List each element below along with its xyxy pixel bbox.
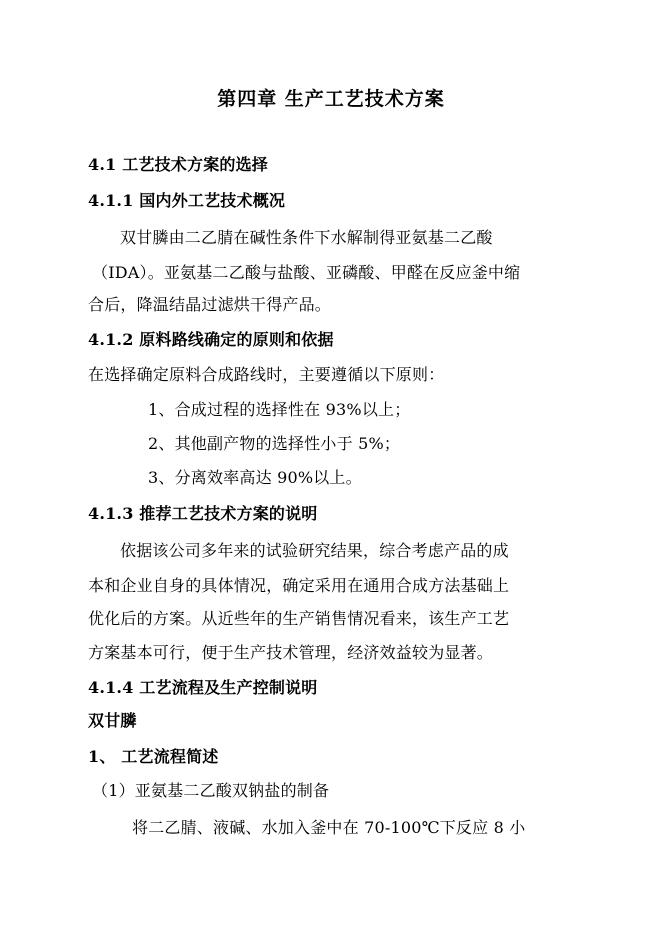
paragraph-line: 优化后的方案。从近些年的生产销售情况看来，该生产工艺: [88, 609, 510, 628]
paragraph-line: （IDA）。亚氨基二乙酸与盐酸、亚磷酸、甲醛在反应釜中缩: [92, 263, 521, 282]
paragraph-line: 将二乙腈、液碱、水加入釜中在 70-100℃下反应 8 小: [132, 818, 526, 837]
paragraph-line: 方案基本可行，便于生产技术管理，经济效益较为显著。: [88, 643, 494, 662]
section-heading-4-1-3: 4.1.3 推荐工艺技术方案的说明: [88, 504, 318, 523]
chapter-title: 第四章 生产工艺技术方案: [217, 88, 445, 110]
step-heading: 1、 工艺流程简述: [88, 747, 219, 766]
list-item: 3、分离效率高达 90%以上。: [148, 468, 362, 487]
paragraph-line: 在选择确定原料合成路线时，主要遵循以下原则：: [88, 365, 445, 384]
paragraph-line: 依据该公司多年来的试验研究结果，综合考虑产品的成: [120, 541, 509, 560]
paragraph-line: 本和企业自身的具体情况，确定采用在通用合成方法基础上: [88, 576, 510, 595]
sub-heading: （1）亚氨基二乙酸双钠盐的制备: [92, 781, 330, 800]
product-name: 双甘膦: [88, 711, 137, 730]
paragraph-line: 双甘膦由二乙腈在碱性条件下水解制得亚氨基二乙酸: [120, 228, 493, 247]
list-item: 1、合成过程的选择性在 93%以上；: [148, 400, 411, 419]
list-item: 2、其他副产物的选择性小于 5%；: [148, 434, 401, 453]
paragraph-line: 合后，降温结晶过滤烘干得产品。: [88, 295, 332, 314]
section-heading-4-1: 4.1 工艺技术方案的选择: [88, 155, 269, 174]
section-heading-4-1-4: 4.1.4 工艺流程及生产控制说明: [88, 678, 318, 697]
section-heading-4-1-1: 4.1.1 国内外工艺技术概况: [88, 191, 286, 210]
section-heading-4-1-2: 4.1.2 原料路线确定的原则和依据: [88, 330, 334, 349]
